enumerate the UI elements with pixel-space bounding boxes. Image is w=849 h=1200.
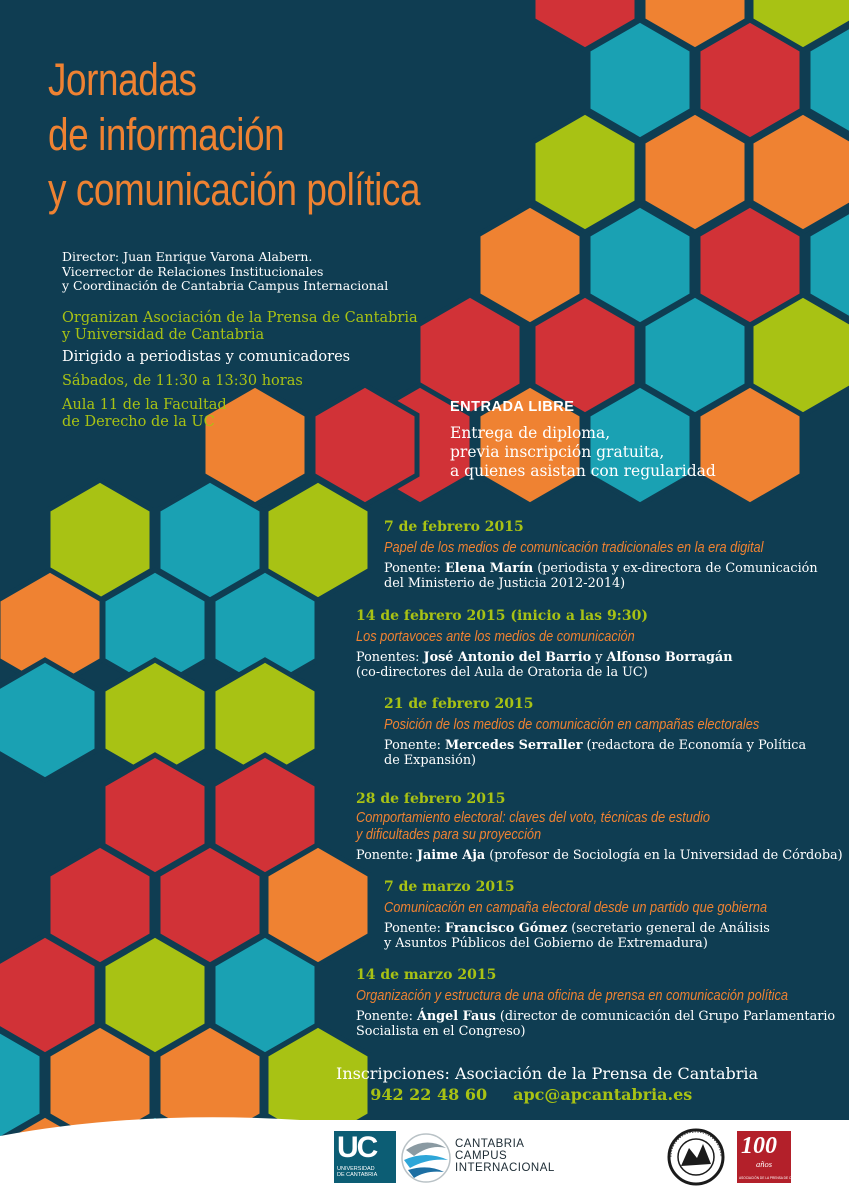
event-title [48,52,420,217]
session-1 [384,519,818,591]
phone-number: 942 22 48 60 [370,1085,488,1104]
session-6 [356,967,847,1039]
session-speaker [356,848,843,863]
director-line-3: y Coordinación de Cantabria Campus Internacional [62,278,389,293]
organizers-line-2: y Universidad de Cantabria [62,327,265,343]
speaker-prefix: Ponente: [356,1009,417,1024]
session-date: 14 de febrero 2015 (inicio a las 9:30) [356,608,648,624]
speaker-prefix: Ponente: [384,921,445,936]
session-speaker [384,561,818,576]
session-5 [384,879,819,951]
organizers-line-1: Organizan Asociación de la Prensa de Cantabria [62,310,418,326]
uc-logo-text: UC [337,1131,377,1164]
schedule: Sábados, de 11:30 a 13:30 horas [62,373,303,389]
entry-heading: ENTRADA LIBRE [450,399,575,415]
title-line-1: Jornadas [48,54,197,105]
session-date: 7 de febrero 2015 [384,519,524,535]
session-title: Posición de los medios de comunicación en campañas electorales [384,717,760,733]
session-2 [356,608,733,680]
entry-details [450,424,716,481]
speaker-name: Jaime Aja [416,848,486,863]
speaker-prefix: Ponente: [384,738,445,753]
campus-line-2: CAMPUS [455,1150,508,1162]
entry-line-3: a quienes asistan con regularidad [450,462,716,480]
phone-label: Tel. [336,1085,371,1104]
speaker-name: Mercedes Serraller [444,738,583,753]
session-title: Los portavoces ante los medios de comunicación [356,629,635,645]
email-address: apc@apcantabria.es [513,1085,693,1104]
campus-swirl-icon [400,1130,452,1186]
session-title: Organización y estructura de una oficina de prensa en comunicación política [356,988,788,1004]
session-4 [356,791,843,863]
centenary-number: 100 [741,1133,777,1159]
speaker-name: Ángel Faus [416,1009,496,1024]
registration-text: Inscripciones: Asociación de la Prensa de Cantabria [336,1064,759,1083]
registration-contact [336,1085,692,1104]
speaker-prefix: Ponente: [356,848,417,863]
centenary-footnote: ASOCIACIÓN DE LA PRENSA DE CANTABRIA [739,1176,807,1180]
speaker-name: José Antonio del Barrio [423,650,592,665]
audience: Dirigido a periodistas y comunicadores [62,349,351,365]
entry-line-1: Entrega de diploma, [450,424,611,442]
session-title: Comunicación en campaña electoral desde un partido que gobierna [384,900,768,916]
speaker-name-2: Alfonso Borragán [606,650,733,665]
speaker-role-line-2: de Expansión) [384,753,477,768]
centenary-word: años [756,1159,773,1169]
venue-line-1: Aula 11 de la Facultad [62,397,227,413]
speaker-name: Elena Marín [444,561,534,576]
session-title-line-2: y dificultades para su proyección [356,827,542,843]
speaker-prefix: Ponentes: [356,650,424,665]
speaker-role: (profesor de Sociología en la Universidad de Córdoba) [485,848,843,863]
speaker-role-line-2: del Ministerio de Justicia 2012-2014) [384,576,626,591]
campus-line-1: CANTABRIA [455,1138,525,1150]
apc-seal-icon [667,1128,725,1186]
speaker-role: (director de comunicación del Grupo Parlamentario [495,1009,836,1024]
speaker-role-line-2: (co-directores del Aula de Oratoria de la UC) [356,665,648,680]
entry-line-2: previa inscripción gratuita, [450,443,665,461]
session-date: 7 de marzo 2015 [384,879,515,895]
speaker-conjunction: y [591,650,607,665]
venue [62,397,227,431]
title-line-2: de información [48,109,285,160]
session-title: Papel de los medios de comunicación tradicionales en la era digital [384,540,764,556]
uc-sub-line-1: UNIVERSIDAD [337,1166,375,1172]
session-3 [384,696,810,768]
session-date: 21 de febrero 2015 [384,696,534,712]
uc-sub-line-2: DE CANTABRIA [337,1172,378,1178]
speaker-role: (redactora de Economía y Política [582,738,807,753]
title-line-3: y comunicación política [48,164,421,215]
session-title-line-1: Comportamiento electoral: claves del voto, técnicas de estudio [356,810,710,826]
speaker-role-line-2: y Asuntos Públicos del Gobierno de Extremadura) [384,936,708,951]
uc-logo-subtitle [337,1166,377,1178]
session-date: 14 de marzo 2015 [356,967,497,983]
speaker-role: (secretario general de Análisis [567,921,770,936]
organizers [62,310,418,344]
session-speaker [356,650,733,665]
session-speaker [356,1009,847,1024]
hexagon [0,660,97,780]
director-block [62,250,388,294]
campus-line-3: INTERNACIONAL [455,1162,555,1174]
speaker-prefix: Ponente: [384,561,445,576]
venue-line-2: de Derecho de la UC [62,414,215,430]
campus-logo-text [455,1138,555,1174]
speaker-name: Francisco Gómez [444,921,568,936]
speaker-role-line-2: Socialista en el Congreso) [356,1024,526,1039]
director-line-1: Director: Juan Enrique Varona Alabern. [62,249,313,264]
session-speaker [384,738,810,753]
director-line-2: Vicerrector de Relaciones Institucionales [62,263,324,279]
session-speaker [384,921,819,936]
speaker-role: (periodista y ex-directora de Comunicación [533,561,818,576]
session-date: 28 de febrero 2015 [356,791,506,807]
